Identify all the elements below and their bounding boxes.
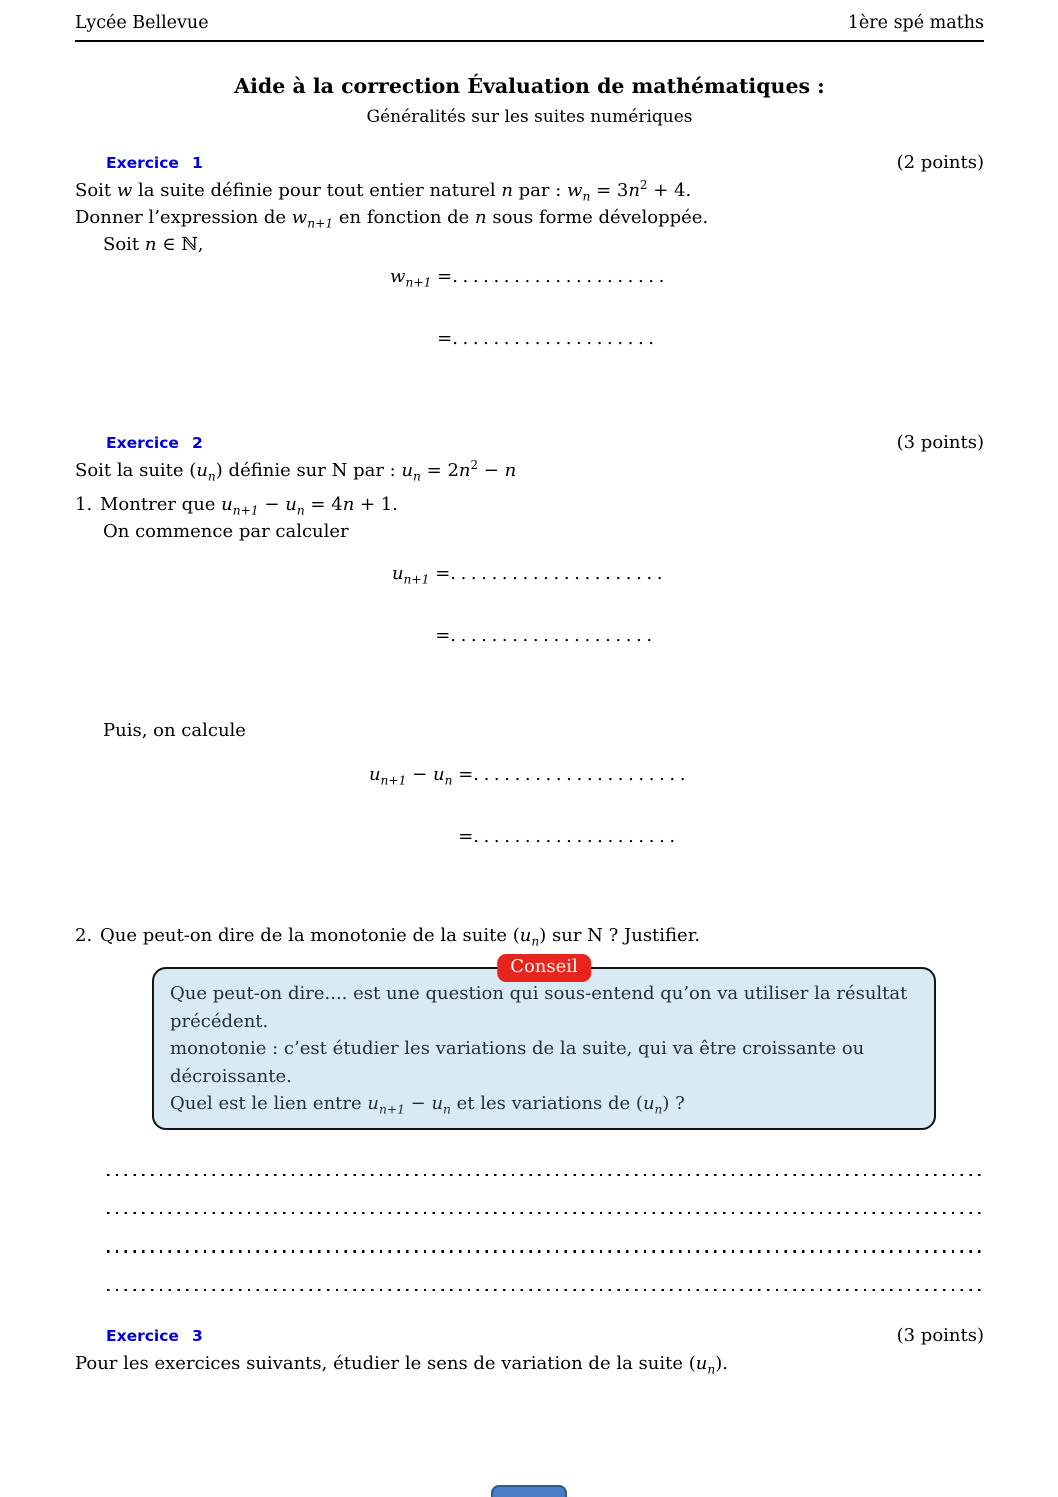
ex2-eqA1-answer-dots: .....................: [450, 563, 668, 585]
ex2-eqB1-answer-dots: .....................: [473, 764, 691, 786]
exercise1-header: [75, 152, 984, 174]
page-header: [75, 0, 984, 35]
ex2-step2-text: Puis, on calcule: [103, 720, 246, 742]
ex2-equation-block-b: [75, 762, 984, 850]
ex1-eq1-lhs: $w_{n+1}$ =: [390, 266, 453, 290]
ex2-intro-line: Soit la suite $(u_n)$ définie sur N par : $u_n = 2n^2 - n$: [75, 458, 517, 484]
ex1-eq1-answer-dots: .....................: [452, 266, 669, 288]
exercise2-label-number: 2: [191, 434, 203, 453]
exercise2-label: [106, 432, 203, 454]
ex2-question2-text: Que peut-on dire de la monotonie de la suite $(u_n)$ sur N ? Justifier.: [100, 925, 701, 949]
ex2-question2: [75, 922, 984, 949]
exercise2-header: [75, 432, 984, 454]
ex1-task-line: Donner l’expression de $w_{n+1}$ en fonction de n sous forme développée.: [75, 207, 709, 231]
conseil-line-2: monotonie : c’est étudier les variations de la suite, qui va être croissante ou décroissante.: [170, 1038, 865, 1087]
exercise3-label: [106, 1325, 203, 1347]
ex1-soit-line: Soit n ∈ ℕ,: [103, 234, 204, 256]
clipped-next-box-top: [491, 1485, 567, 1497]
doc-subtitle: Généralités sur les suites numériques: [366, 107, 693, 128]
ex2-eqA1-lhs: $u_{n+1}$ =: [391, 563, 451, 587]
exercise1-label: [106, 152, 203, 174]
exercise1-label-number: 1: [191, 154, 203, 173]
conseil-tab-label: Conseil: [497, 954, 591, 982]
ex2-eqA2-answer-dots: ....................: [450, 625, 657, 647]
ex2-question1-number: 1.: [75, 494, 93, 516]
ex1-eq2-lhs: =: [437, 328, 453, 350]
exercise1-label-word: Exercice: [106, 154, 179, 173]
answer-dotted-line: [107, 1289, 983, 1291]
doc-title: Aide à la correction Évaluation de mathématiques :: [234, 74, 825, 99]
ex2-step1-text: On commence par calculer: [103, 521, 349, 543]
header-school: Lycée Bellevue: [75, 13, 209, 33]
exercise3-label-word: Exercice: [106, 1327, 179, 1346]
answer-dotted-line: [107, 1174, 983, 1176]
ex1-equation-block: [75, 264, 984, 352]
conseil-line-1: Que peut-on dire.... est une question qui sous-entend qu’on va utiliser la résultat précédent.: [170, 983, 908, 1032]
ex2-question1-text: Montrer que $u_{n+1} - u_n = 4n + 1$.: [100, 494, 398, 518]
header-course: 1ère spé maths: [847, 13, 984, 33]
ex2-equation-block-a: [75, 561, 984, 649]
exercise2-label-word: Exercice: [106, 434, 179, 453]
exercise3-header: [75, 1325, 984, 1347]
ex1-intro-line: Soit w la suite définie pour tout entier naturel n par : $w_n = 3n^2 + 4$.: [75, 178, 692, 204]
exercise2-points: (3 points): [896, 432, 984, 454]
answer-dotted-line: [107, 1250, 983, 1252]
ex2-eqA2-lhs: =: [435, 625, 451, 647]
header-rule: [75, 40, 984, 42]
ex3-intro-line: Pour les exercices suivants, étudier le sens de variation de la suite $(u_n)$.: [75, 1353, 728, 1377]
exercise1-points: (2 points): [896, 152, 984, 174]
conseil-box: [152, 956, 936, 1130]
ex2-eqB2-lhs: =: [458, 826, 474, 848]
exercise3-points: (3 points): [896, 1325, 984, 1347]
answer-dotted-line: [107, 1212, 983, 1214]
conseil-line-3: Quel est le lien entre $u_{n+1} - u_n$ et les variations de $(u_n)$ ?: [170, 1093, 685, 1117]
ex1-eq2-answer-dots: ....................: [452, 328, 659, 350]
ex2-eqB2-answer-dots: ....................: [473, 826, 680, 848]
ex2-question2-number: 2.: [75, 925, 93, 947]
exercise3-label-number: 3: [191, 1327, 203, 1346]
ex2-eqB1-lhs: $u_{n+1} - u_n$ =: [368, 764, 474, 788]
ex2-question1: [75, 491, 984, 518]
